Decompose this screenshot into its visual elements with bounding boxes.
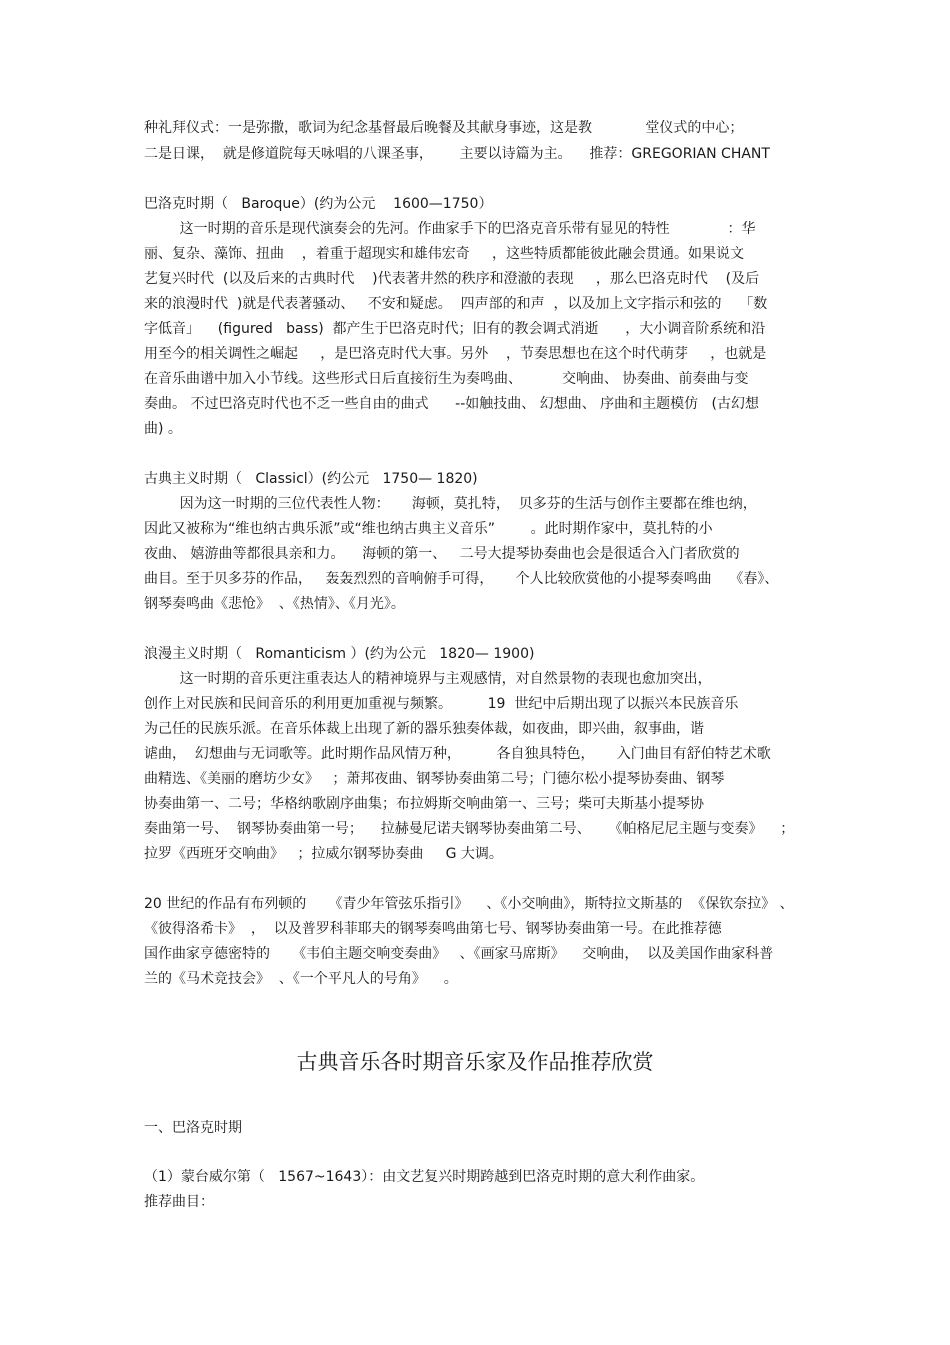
text-line: 艺复兴时代 (以及后来的古典时代 )代表著井然的秩序和澄澈的表现 ，那么巴洛克时代 (及后 [144, 271, 760, 287]
section-heading-baroque: 巴洛克时期（ Baroque）(约为公元 1600—1750） [144, 196, 493, 212]
text-line: 二是日课， 就是修道院每天咏唱的八课圣事， 主要以诗篇为主。 推荐：GREGORIAN CHANT [144, 146, 770, 162]
text-line: 推荐曲目： [144, 1194, 214, 1210]
text-line: 谑曲， 幻想曲与无词歌等。此时期作品风情万种， 各自独具特色， 入门曲目有舒伯特艺术歌 [144, 746, 771, 762]
text-line: 夜曲、 嬉游曲等都很具亲和力。 海顿的第一、 二号大提琴协奏曲也会是很适合入门者欣赏的 [144, 546, 740, 562]
text-line: 兰的《马术竞技会》 、《一个平凡人的号角》 。 [144, 971, 458, 987]
text-line: （1）蒙台威尔第（ 1567~1643）：由文艺复兴时期跨越到巴洛克时期的意大利作曲家。 [144, 1169, 705, 1185]
text-line: 这一时期的音乐是现代演奏会的先河。作曲家手下的巴洛克音乐带有显见的特性 ：华 [144, 221, 756, 237]
text-line: 丽、复杂、藻饰、扭曲 ，着重于超现实和雄伟宏奇 ，这些特质都能彼此融会贯通。如果说文 [144, 246, 745, 262]
text-line: 奏曲。 不过巴洛克时代也不乏一些自由的曲式 --如触技曲、 幻想曲、 序曲和主题模仿 (古幻想 [144, 396, 759, 412]
text-line: 来的浪漫时代 )就是代表著骚动、 不安和疑虑。 四声部的和声 ，以及加上文字指示和弦的 「数 [144, 296, 768, 312]
text-line: 字低音」 (figured bass) 都产生于巴洛克时代；旧有的教会调式消逝 ，大小调音阶系统和沿 [144, 321, 766, 337]
text-line: 协奏曲第一、二号；华格纳歌剧序曲集；布拉姆斯交响曲第一、三号；柴可夫斯基小提琴协 [144, 796, 704, 812]
text-line: 奏曲第一号、 钢琴协奏曲第一号； 拉赫曼尼诺夫钢琴协奏曲第二号、 《帕格尼尼主题与变奏》 ； [144, 821, 795, 837]
text-line: 因为这一时期的三位代表性人物： 海顿，莫扎特， 贝多芬的生活与创作主要都在维也纳， [144, 496, 757, 512]
text-line: 钢琴奏鸣曲《悲怆》 、《热情》、《月光》。 [144, 596, 405, 612]
text-line: 曲精选、《美丽的磨坊少女》 ；萧邦夜曲、钢琴协奏曲第二号；门德尔松小提琴协奏曲、钢琴 [144, 771, 725, 787]
text-line: 拉罗《西班牙交响曲》 ；拉威尔钢琴协奏曲 G 大调。 [144, 846, 503, 862]
text-line: 在音乐曲谱中加入小节线。这些形式日后直接衍生为奏鸣曲、 交响曲、 协奏曲、前奏曲与变 [144, 371, 749, 387]
text-line: 曲目。至于贝多芬的作品， 轰轰烈烈的音响俯手可得， 个人比较欣赏他的小提琴奏鸣曲 《春》、 [144, 571, 779, 587]
text-line: 20 世纪的作品有布列顿的 《青少年管弦乐指引》 、《小交响曲》，斯特拉文斯基的 《保钦奈拉》 、 [144, 896, 794, 912]
section-heading-classical: 古典主义时期（ Classicl）(约公元 1750— 1820) [144, 471, 478, 487]
text-line: 曲) 。 [144, 421, 182, 437]
page-title: 古典音乐各时期音乐家及作品推荐欣赏 [296, 1050, 654, 1074]
text-line: 用至今的相关调性之崛起 ，是巴洛克时代大事。另外 ，节奏思想也在这个时代萌芽 ，也就是 [144, 346, 767, 362]
text-line: 因此又被称为“维也纳古典乐派”或“维也纳古典主义音乐” 。此时期作家中，莫扎特的小 [144, 521, 713, 537]
text-line: 为己任的民族乐派。在音乐体裁上出现了新的器乐独奏体裁，如夜曲，即兴曲，叙事曲，谐 [144, 721, 704, 737]
text-line: 创作上对民族和民间音乐的利用更加重视与频繁。 19 世纪中后期出现了以振兴本民族音乐 [144, 696, 739, 712]
text-line: 这一时期的音乐更注重表达人的精神境界与主观感情，对自然景物的表现也愈加突出， [144, 671, 712, 687]
section-heading-baroque-list: 一、巴洛克时期 [144, 1120, 242, 1136]
section-heading-romantic: 浪漫主义时期（ Romanticism ）(约为公元 1820— 1900) [144, 646, 535, 662]
text-line: 国作曲家亨德密特的 《韦伯主题交响变奏曲》 、《画家马席斯》 交响曲， 以及美国作曲家科普 [144, 946, 774, 962]
text-line: 种礼拜仪式：一是弥撒，歌词为纪念基督最后晚餐及其献身事迹，这是教 堂仪式的中心； [144, 120, 744, 136]
text-line: 《彼得洛希卡》 ， 以及普罗科菲耶夫的钢琴奏鸣曲第七号、钢琴协奏曲第一号。在此推荐德 [144, 921, 722, 937]
